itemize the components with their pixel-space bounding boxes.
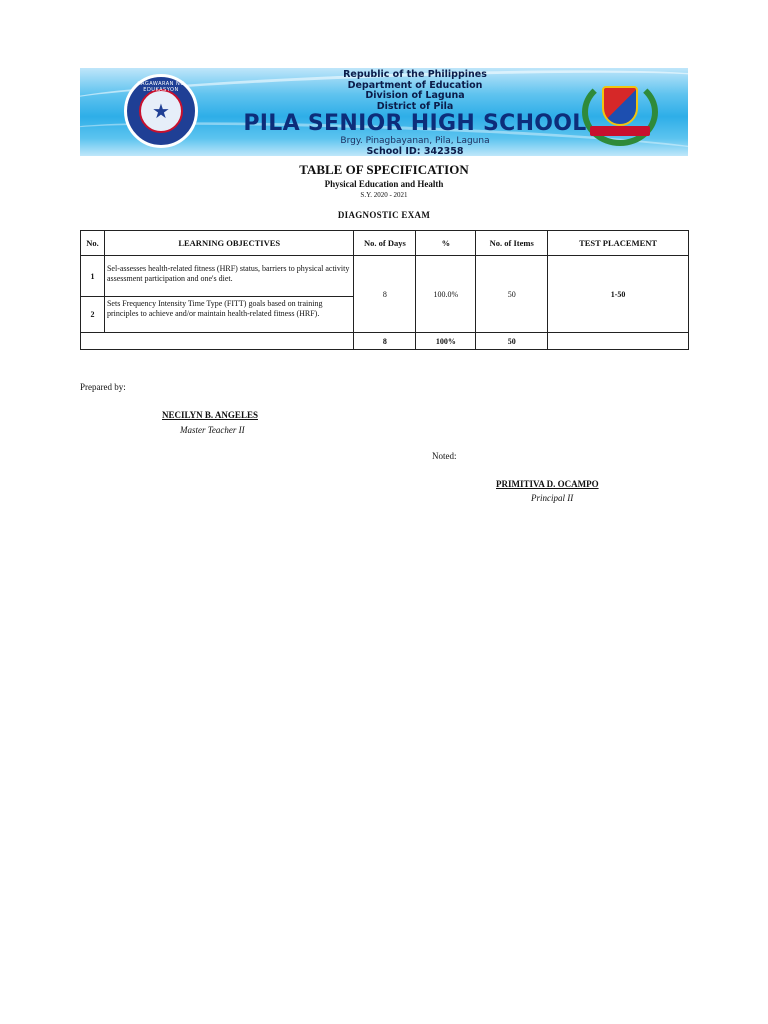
subject-title: Physical Education and Health [324,179,444,189]
noter-role: Principal II [531,493,574,503]
cell-days: 8 [354,256,416,333]
row-objective: Sel-assesses health-related fitness (HRF) status, barriers to physical activity assessment participation and one's diet. [104,256,354,297]
school-banner [80,68,688,156]
school-address: Brgy. Pinagbayanan, Pila, Laguna [340,136,490,146]
total-items: 50 [476,333,548,350]
school-id: School ID: 342358 [366,146,464,156]
total-days: 8 [354,333,416,350]
noted-label: Noted: [432,451,457,461]
total-placement-cell [548,333,689,350]
seal-ring-text: KAGAWARAN NG EDUKASYON [137,81,185,93]
banner-text [220,70,610,156]
total-row [81,333,689,350]
specification-table [80,230,689,350]
school-name: PILA SENIOR HIGH SCHOOL [243,111,587,136]
document-title: TABLE OF SPECIFICATION [299,162,469,177]
cell-percent: 100.0% [416,256,476,333]
preparer-role: Master Teacher II [180,425,245,435]
header-no: No. [81,231,105,256]
table-row [81,256,689,297]
banner-line-division: Division of Laguna [365,90,465,101]
banner-line-republic: Republic of the Philippines [343,69,487,80]
header-learning-objectives: LEARNING OBJECTIVES [104,231,354,256]
school-year: S.Y. 2020 - 2021 [360,191,408,199]
header-test-placement: TEST PLACEMENT [548,231,689,256]
table-header-row [81,231,689,256]
banner-line-department: Department of Education [347,79,483,91]
total-blank-cell [81,333,354,350]
deped-seal-icon [124,74,198,148]
row-number: 2 [81,297,105,333]
shield-icon [602,86,638,126]
seal-emblem-icon: ★ [139,89,183,133]
banner-line-district: District of Pila [376,100,454,112]
cell-items: 50 [476,256,548,333]
row-number: 1 [81,256,105,297]
header-percent: % [416,231,476,256]
prepared-by-label: Prepared by: [80,382,126,392]
exam-title: DIAGNOSTIC EXAM [337,210,431,220]
total-percent: 100% [416,333,476,350]
school-logo-icon [582,78,658,146]
noter-name: PRIMITIVA D. OCAMPO [496,479,599,489]
header-no-of-days: No. of Days [354,231,416,256]
cell-placement: 1-50 [548,256,689,333]
ribbon-icon [590,126,650,136]
row-objective: Sets Frequency Intensity Time Type (FITT) goals based on training principles to achieve and/or maintain health-related fitness (HRF). [104,297,354,333]
header-no-of-items: No. of Items [476,231,548,256]
preparer-name: NECILYN B. ANGELES [162,410,258,420]
